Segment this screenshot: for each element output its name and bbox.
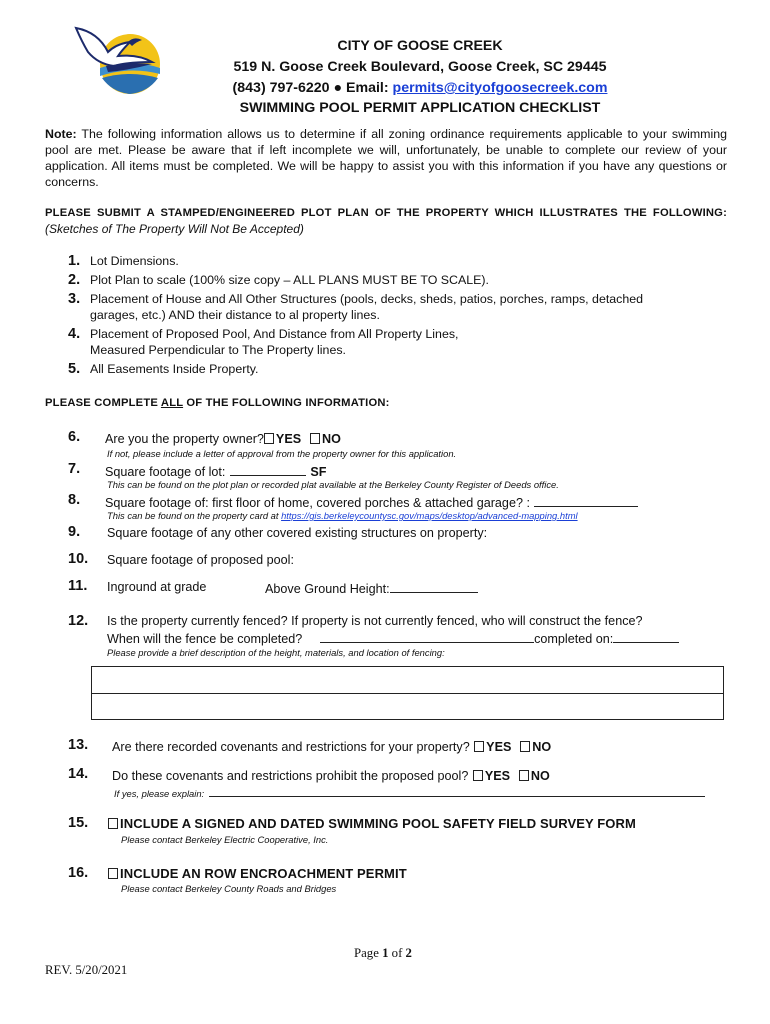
completed-date-field[interactable] [613,631,679,643]
question-15 [108,816,636,831]
question-text: Square footage of lot: [105,465,226,479]
yes-label: YES [486,740,512,754]
above-ground-height-field[interactable] [390,581,478,593]
plot-plan-heading-text: PLEASE SUBMIT A STAMPED/ENGINEERED PLOT PLAN OF THE PROPERTY WHICH ILLUSTRATES THE FOLLOWING: [45,207,727,219]
list-text-cont: Measured Perpendicular to The Property lines. [90,343,346,357]
unit-label: SF [310,465,327,479]
q8-note [107,510,578,521]
explain-field[interactable] [209,787,705,797]
intro-note [45,126,727,190]
email-link[interactable]: permits@cityofgoosecreek.com [392,80,608,96]
list-text-cont: garages, etc.) AND their distance to al property lines. [90,308,380,322]
question-number: 9. [68,524,81,540]
no-checkbox[interactable] [519,770,529,781]
revision-date: REV. 5/20/2021 [45,963,128,977]
list-item [68,253,728,269]
no-label: NO [530,769,550,783]
fence-description-box[interactable] [91,666,724,720]
question-text: Are there recorded covenants and restrictions for your property? [112,740,470,754]
yes-checkbox[interactable] [474,741,484,752]
list-number: 5. [68,361,81,377]
question-13 [112,738,551,756]
above-ground-field [265,580,478,598]
org-name: CITY OF GOOSE CREEK [337,38,503,54]
no-checkbox[interactable] [310,433,320,444]
q7-note: This can be found on the plot plan or recorded plat available at the Berkeley County Register of Deeds office. [107,479,559,490]
q15-note: Please contact Berkeley Electric Cooperative, Inc. [121,834,329,845]
note-text: The following information allows us to determine if all zoning ordinance requirements applicable to your swimming pool are met. Please be aware that if left incomplete we will, unfortunately, be unable to complete our review of your application. All items must be completed. We will be happy to assist you with this information if you have any questions or concerns. [45,127,727,189]
no-label: NO [532,740,552,754]
include-survey-checkbox[interactable] [108,818,118,829]
page-number [354,946,412,961]
plot-plan-subnote: (Sketches of The Property Will Not Be Accepted) [45,222,304,236]
question-number: 16. [68,865,89,881]
page-title: SWIMMING POOL PERMIT APPLICATION CHECKLIST [239,100,601,116]
plot-plan-heading [45,205,727,238]
q14-explain [114,784,705,802]
home-sf-field[interactable] [534,495,638,507]
q16-note: Please contact Berkeley County Roads and Bridges [121,883,337,894]
question-14 [112,767,550,785]
q6-note: If not, please include a letter of approval from the property owner for this application. [107,448,457,459]
yes-checkbox[interactable] [264,433,274,444]
question-12-line1: Is the property currently fenced? If property is not currently fenced, who will construct the fence? [107,614,643,628]
phone-text: (843) 797-6220 ● Email: [232,80,393,96]
question-number: 10. [68,551,89,567]
question-number: 11. [68,578,88,594]
page-pre: Page [354,946,383,960]
list-number: 3. [68,291,81,307]
question-text: Are you the property owner? [105,432,264,446]
yes-label: YES [484,769,511,783]
page-mid: of [388,946,406,960]
note-label: Note: [45,127,77,141]
question-number: 13. [68,737,89,753]
list-text: Placement of House and All Other Structures (pools, decks, sheds, patios, porches, ramps, detached [90,292,644,306]
info-heading-pre: PLEASE COMPLETE [45,397,161,409]
include-row-checkbox[interactable] [108,868,118,879]
list-text: Placement of Proposed Pool, And Distance from All Property Lines, [90,327,459,341]
question-number: 14. [68,766,89,782]
info-heading-all: ALL [160,397,184,409]
completed-label: completed on: [534,632,614,646]
inground-label: Inground at grade [107,580,207,594]
lot-sf-field[interactable] [230,464,306,476]
question-16 [108,866,407,881]
q8-note-text: This can be found on the property card at [107,510,282,521]
question-10: Square footage of proposed pool: [107,553,294,567]
question-number: 7. [68,461,81,477]
q14-note: If yes, please explain: [114,788,205,799]
yes-label: YES [275,432,302,446]
question-text: When will the fence be completed? [107,632,303,646]
page-total: 2 [405,946,412,960]
list-number: 2. [68,272,81,288]
question-text: INCLUDE A SIGNED AND DATED SWIMMING POOL SAFETY FIELD SURVEY FORM [120,816,636,831]
fence-builder-field[interactable] [320,631,534,643]
org-contact [180,80,660,96]
list-number: 1. [68,253,81,269]
question-text: Do these covenants and restrictions prohibit the proposed pool? [112,769,469,783]
question-9: Square footage of any other covered existing structures on property: [107,526,488,540]
no-label: NO [322,432,341,446]
list-text: Plot Plan to scale (100% size copy – ALL PLANS MUST BE TO SCALE). [90,273,489,287]
q12-note: Please provide a brief description of the height, materials, and location of fencing: [107,647,445,658]
question-number: 12. [68,613,89,629]
yes-checkbox[interactable] [473,770,483,781]
list-item [68,361,728,377]
question-text: Square footage of: first floor of home, covered porches & attached garage? : [105,496,530,510]
info-heading-post: OF THE FOLLOWING INFORMATION: [183,397,390,409]
no-checkbox[interactable] [520,741,530,752]
list-text: Lot Dimensions. [90,254,179,268]
list-text: All Easements Inside Property. [90,362,259,376]
question-number: 15. [68,815,89,831]
list-number: 4. [68,326,81,342]
above-ground-label: Above Ground Height: [265,582,390,596]
list-item [68,326,728,358]
info-heading [45,395,727,411]
question-text: INCLUDE AN ROW ENCROACHMENT PERMIT [120,866,407,881]
question-number: 8. [68,492,81,508]
gis-link[interactable]: https://gis.berkeleycountysc.gov/maps/desktop/advanced-mapping.html [281,510,578,521]
page-current: 1 [382,946,389,960]
box-divider [92,693,723,694]
org-address: 519 N. Goose Creek Boulevard, Goose Creek, SC 29445 [233,59,607,75]
question-6 [105,430,341,448]
goose-creek-logo [68,22,168,102]
list-item [68,291,728,323]
question-number: 6. [68,429,81,445]
question-12-line2 [107,630,679,648]
list-item [68,272,728,288]
